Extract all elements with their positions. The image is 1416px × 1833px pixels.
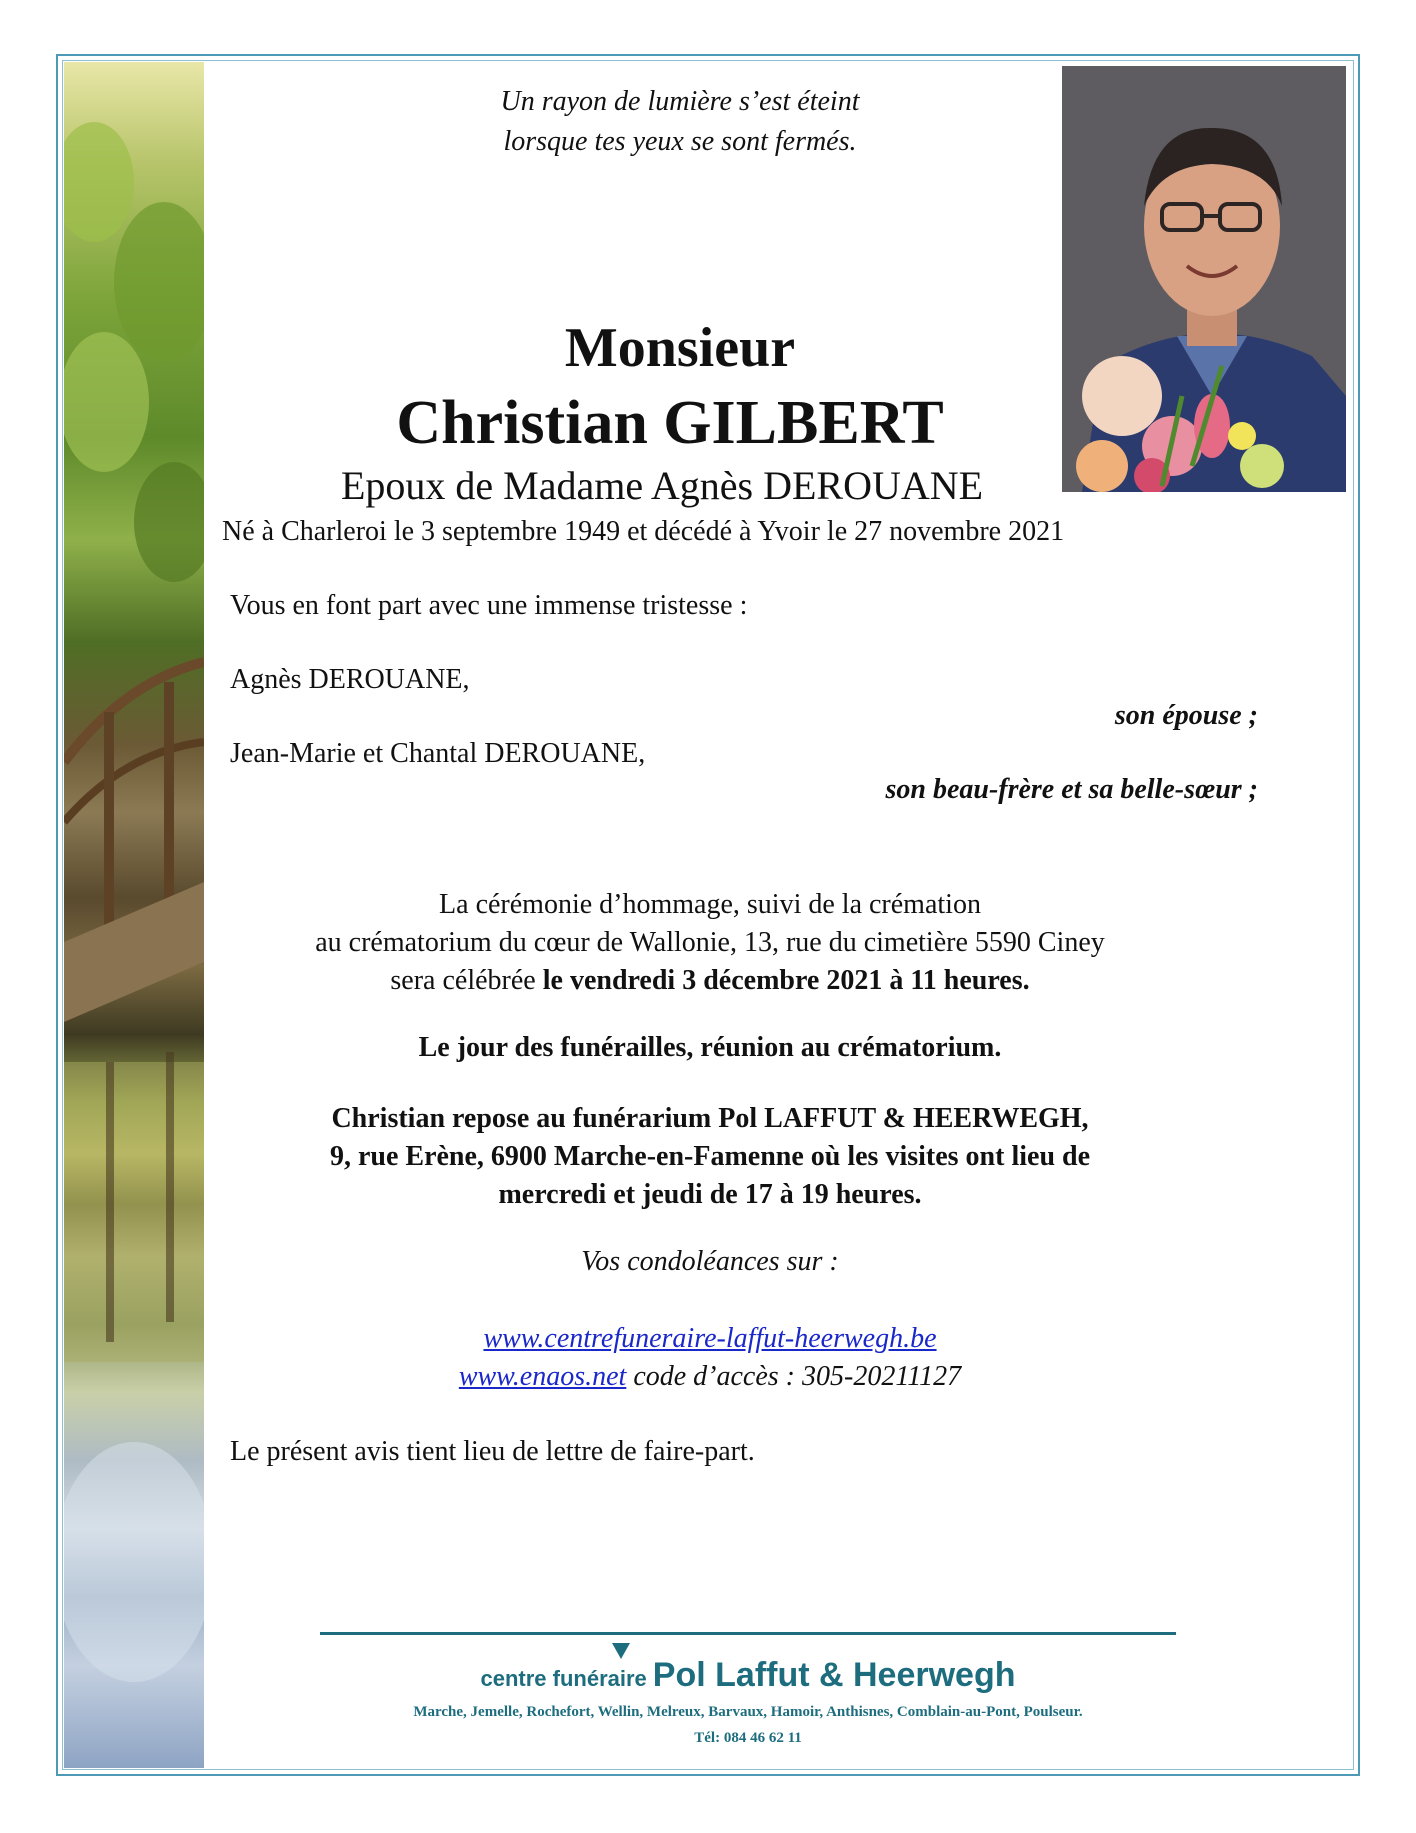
notice-text: Le présent avis tient lieu de lettre de faire-part. xyxy=(230,1436,755,1467)
footer-divider xyxy=(320,1632,1176,1635)
repose-line-1: Christian repose au funérarium Pol LAFFUT & HEERWEGH, xyxy=(331,1103,1089,1134)
honorific: Monsieur xyxy=(564,317,796,379)
reunion-note: Le jour des funérailles, réunion au crématorium. xyxy=(418,1032,1002,1063)
family-member-name: Jean-Marie et Chantal DEROUANE, xyxy=(230,738,646,769)
condolences-label: Vos condoléances sur : xyxy=(581,1246,839,1277)
ceremony-date: le vendredi 3 décembre 2021 à 11 heures. xyxy=(542,965,1030,996)
family-member-relation: son épouse ; xyxy=(1114,700,1258,731)
access-code: code d’accès : 305-20211127 xyxy=(626,1361,962,1392)
enaos-link[interactable]: www.enaos.net xyxy=(458,1361,627,1392)
repose-line-2: 9, rue Erène, 6900 Marche-en-Famenne où les visites ont lieu de xyxy=(329,1141,1091,1172)
quote-line-1: Un rayon de lumière s’est éteint xyxy=(500,86,860,117)
family-member-relation: son beau-frère et sa belle-sœur ; xyxy=(885,774,1258,805)
ceremony-date-prefix: sera célébrée xyxy=(390,965,543,996)
deceased-name: Christian GILBERT xyxy=(396,389,944,457)
portrait-photo xyxy=(1062,66,1346,492)
condolences-links xyxy=(250,1320,1170,1396)
ceremony-line-3 xyxy=(250,962,1170,1000)
footer-cities: Marche, Jemelle, Rochefort, Wellin, Melreux, Barvaux, Hamoir, Anthisnes, Comblain-au-Pont, Poulseur. xyxy=(413,1704,1083,1720)
birth-death-line: Né à Charleroi le 3 septembre 1949 et décédé à Yvoir le 27 novembre 2021 xyxy=(222,516,1065,547)
ceremony-line-1: La cérémonie d’hommage, suivi de la crémation xyxy=(439,889,981,920)
family-intro: Vous en font part avec une immense tristesse : xyxy=(230,590,748,621)
funeral-home-link[interactable]: www.centrefuneraire-laffut-heerwegh.be xyxy=(483,1323,937,1354)
footer-logo xyxy=(320,1656,1176,1695)
footer-brand-name: Pol Laffut & Heerwegh xyxy=(652,1656,1016,1694)
quote-line-2: lorsque tes yeux se sont fermés. xyxy=(503,126,857,157)
footer-prefix: centre funéraire xyxy=(480,1666,647,1691)
family-member-name: Agnès DEROUANE, xyxy=(230,664,470,695)
memorial-quote xyxy=(460,82,900,162)
repose-line-3: mercredi et jeudi de 17 à 19 heures. xyxy=(498,1179,922,1210)
repose-details xyxy=(250,1100,1170,1214)
nature-bridge-image xyxy=(64,62,204,1768)
spouse-line: Epoux de Madame Agnès DEROUANE xyxy=(340,463,984,508)
ceremony-line-2: au crématorium du cœur de Wallonie, 13, rue du cimetière 5590 Ciney xyxy=(315,927,1105,958)
footer-phone: Tél: 084 46 62 11 xyxy=(694,1730,802,1746)
ceremony-details xyxy=(250,886,1170,1000)
